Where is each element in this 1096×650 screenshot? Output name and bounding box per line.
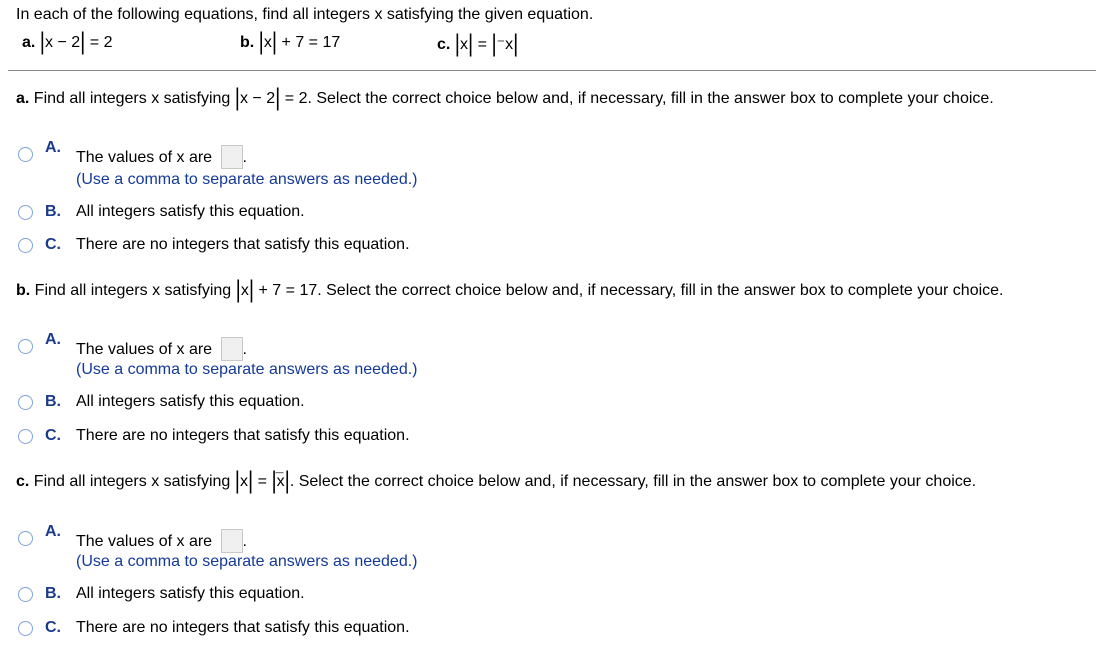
answer-box-a[interactable] (221, 145, 243, 169)
hint-c: (Use a comma to separate answers as needed.) (76, 553, 418, 570)
radio-c-A[interactable] (18, 531, 33, 546)
radio-a-C[interactable] (18, 238, 33, 253)
equation-c-label: c. (437, 36, 451, 53)
equation-b-label: b. (240, 34, 255, 51)
equation-a-label: a. (22, 34, 36, 51)
question-c: c. Find all integers x satisfying |x| = |¯ x|. Select the correct choice below and, if necessary, fill in the answer box to complete your choice. (16, 473, 976, 491)
question-b: b. Find all integers x satisfying |x| + 7 = 17. Select the correct choice below and, if necessary, fill in the answer box to complete your choice. (16, 276, 1004, 304)
radio-b-C[interactable] (18, 429, 33, 444)
intro-text: In each of the following equations, find all integers x satisfying the given equation. (16, 6, 594, 23)
hint-b: (Use a comma to separate answers as needed.) (76, 361, 418, 378)
radio-c-B[interactable] (18, 587, 33, 602)
equation-a: a. |x − 2| = 2 (22, 28, 113, 56)
radio-b-B[interactable] (18, 395, 33, 410)
question-a: a. Find all integers x satisfying |x − 2| = 2. Select the correct choice below and, if necessary, fill in the answer box to complete your choice. (16, 84, 994, 112)
radio-a-B[interactable] (18, 205, 33, 220)
radio-b-A[interactable] (18, 339, 33, 354)
equation-b: b. |x| + 7 = 17 (240, 28, 341, 56)
answer-box-c[interactable] (221, 529, 243, 553)
hint-a: (Use a comma to separate answers as needed.) (76, 171, 418, 188)
answer-box-b[interactable] (221, 337, 243, 361)
intro (16, 6, 593, 24)
radio-a-A[interactable] (18, 147, 33, 162)
radio-c-C[interactable] (18, 621, 33, 636)
equation-c: c. |x| = |⁻x| (437, 30, 519, 58)
divider (8, 70, 1096, 71)
